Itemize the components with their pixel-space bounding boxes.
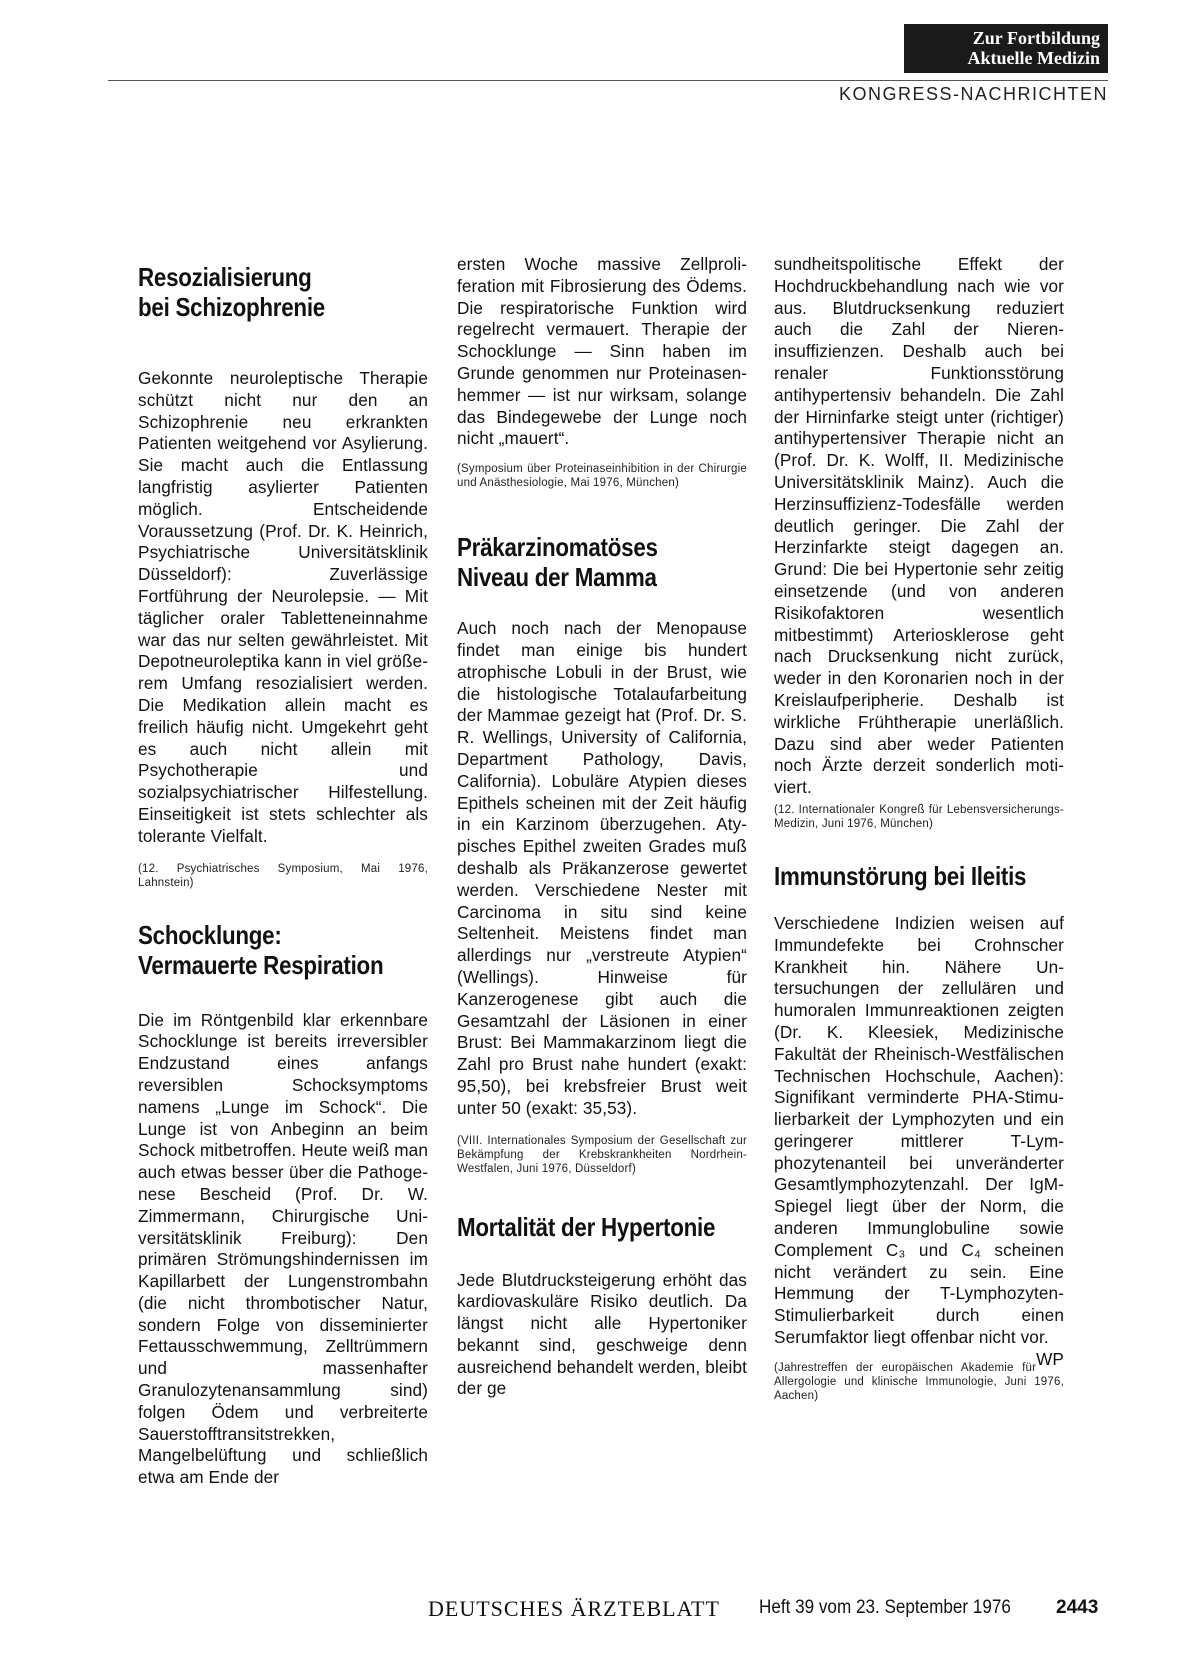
article-citation-mortalitaet: (12. Internationaler Kongreß für Lebensversicherungs-Medizin, Juni 1976, München) (774, 803, 1064, 830)
section-label: KONGRESS-NACHRICHTEN (838, 84, 1108, 104)
page-number: 2443 (1056, 1597, 1099, 1618)
article-body-schocklunge-part2: ersten Woche massive Zellproliferation mit Fibrosierung des Ödems. Die respiratorische Funktion wird regelrecht vermauert. Therapie der Schocklunge — Sinn haben im Grunde genommen nur Proteinasenhemmer — ist nur wirksam, solange das Bindegewebe der Lunge noch nicht „mauert“. (457, 254, 747, 449)
author-signature: WP (1036, 1348, 1064, 1369)
article-body-praekarzinomatoeses: Auch noch nach der Menopause findet man einige bis hundert atrophische Lobuli in der Brust, wie die histologische Totalaufarbeitung der Mammae gezeigt hat (Prof. Dr. S. R. Wellings, University of California, Department Pathology, Davis, California). Lobuläre Atypien dieses Epithels scheinen mit der Zeit häufig in ein Karzinom überzugehen. Atypisches Epithel zweiten Grades muß deshalb als Präkanzerose gewertet werden. Verschiedene Nester mit Carcinoma in situ sind keine Seltenheit. Meistens findet man allerdings nur „verstreute Atypien“ (Wellings). Hinweise für Kanzerogenese gibt auch die Gesamtzahl der Läsionen in einer Brust: Bei Mammakarzinom liegt die Zahl pro Brust nahe hundert (exakt: 95,50), bei krebsfreier Brust weit unter 50 (exakt: 35,53). (457, 618, 747, 1118)
article-title-mortalitaet: Mortalität der Hypertonie (457, 1211, 716, 1242)
article-body-resozialisierung: Gekonnte neuroleptische Therapie schützt nicht nur den an Schizophrenie neu erkrankten Patienten weitgehend vor Asylierung. Sie macht auch die Entlassung langfristig asylierter Patienten möglich. Entscheidende Voraussetzung (Prof. Dr. K. Heinrich, Psychiatrische Universitätsklinik Düsseldorf): Zuverlässige Fortführung der Neurolepsie. — Mit täglicher oraler Tabletteneinnahme war das nur selten gewährleistet. Mit Depotneuroleptika kann in viel größerem Umfang resozialisiert werden. Die Medikation allein macht es freilich häufig nicht. Umgekehrt geht es auch nicht allein mit Psychotherapie und sozialpsychiatrischer Hilfestellung. Einseitigkeit ist stets schlechter als tolerante Vielfalt. (138, 368, 428, 846)
rubric-line-2: Aktuelle Medizin (967, 48, 1100, 68)
journal-name: DEUTSCHES ÄRZTEBLATT (428, 1596, 720, 1621)
article-title-resozialisierung: Resozialisierung bei Schizophrenie (138, 262, 325, 322)
article-body-immunstoerung: Verschiedene Indizien weisen auf Immundefekte bei Crohnscher Krankheit hin. Nähere Untersuchungen der zellulären und humoralen Immunreaktionen zeigten (Dr. K. Kleesiek, Medizinische Fakultät der Rheinisch-Westfälischen Technischen Hochschule, Aachen): Signifikant verminderte PHA-Stimulierbarkeit der Lymphozyten und ein geringerer mittlerer T-Lymphozytenanteil bei unveränderter Gesamtlymphozytenzahl. Der IgM-Spiegel liegt über der Norm, die anderen Immunglobuline sowie Complement C₃ und C₄ scheinen nicht verändert zu sein. Eine Hemmung der T-Lymphozyten-Stimulierbarkeit durch einen Serumfaktor liegt offenbar nicht vor. WP (774, 912, 1064, 1369)
article-body-mortalitaet-part1: Jede Blutdrucksteigerung erhöht das kardiovaskuläre Risiko deutlich. Da längst nicht alle Hypertoniker bekannt sind, geschweige denn ausreichend behandelt werden, bleibt der ge (457, 1269, 747, 1399)
page-footer (0, 1596, 1178, 1626)
article-title-praekarzinomatoeses: Präkarzinomatöses Niveau der Mamma (457, 532, 658, 593)
article-citation-praekarzinomatoeses: (VIII. Internationales Symposium der Gesellschaft zur Bekämpfung der Krebskrankheiten Nordrhein-Westfalen, Juni 1976, Düsseldorf) (457, 1134, 747, 1175)
article-title-schocklunge: Schocklunge: Vermauerte Respiration (138, 919, 384, 980)
article-body-mortalitaet-part2: sundheitspolitische Effekt der Hochdruckbehandlung nach wie vor aus. Blutdrucksenkung reduziert auch die Zahl der Niereninsuffizienzen. Deshalb auch bei renaler Funktionsstörung antihypertensiv behandeln. Die Zahl der Hirninfarke steigt unter (richtiger) antihypertensiver Therapie nicht an (Prof. Dr. K. Wolff, II. Medizinische Universitätsklinik Mainz). Auch die Herzinsuffizienz-Todesfälle werden deutlich geringer. Die Zahl der Herzinfarkte steigt dagegen an. Grund: Die bei Hypertonie sehr zeitig einsetzende (und von anderen Risikofaktoren wesentlich mitbestimmt) Arteriosklerose geht nach Drucksenkung nicht zurück, weder in den Koronarien noch in der Kreislaufperipherie. Deshalb ist wirkliche Frühtherapie unerläßlich. Dazu sind aber weder Patienten noch Ärzte derzeit sonderlich motiviert. (774, 254, 1064, 798)
rubric-line-1: Zur Fortbildung (972, 28, 1100, 48)
issue-info: Heft 39 vom 23. September 1976 (759, 1597, 1011, 1618)
rubric-badge (904, 24, 1108, 73)
article-body-schocklunge-part1: Die im Röntgenbild klar erkennbare Schocklunge ist bereits irreversibler Endzustand eines anfangs reversiblen Schocksymptoms namens „Lunge im Schock“. Die Lunge ist von Anbeginn an beim Schock mitbetroffen. Heute weiß man auch etwas besser über die Pathogenese Bescheid (Prof. Dr. W. Zimmermann, Chirurgische Universitätsklinik Freiburg): Den primären Strömungshindernissen im Kapillarbett der Lungenstrombahn (die nicht thrombotischer Natur, sondern Folge von disseminierter Fettausschwemmung, Zelltrümmern und massenhafter Granulozytenansammlung sind) folgen Ödem und verbreiterte Sauerstofftransitstrekken, Mangelbelüftung und schließlich etwa am Ende der (138, 1009, 428, 1488)
article-citation-immunstoerung: (Jahrestreffen der europäischen Akademie für Allergologie und klinische Immunologie, Juni 1976, Aachen) (774, 1361, 1064, 1402)
article-title-immunstoerung: Immunstörung bei Ileitis (774, 860, 1027, 891)
column-1 (138, 262, 428, 1489)
column-3 (774, 254, 1064, 1403)
header-rule (108, 80, 1108, 81)
article-citation-schocklunge: (Symposium über Proteinaseinhibition in der Chirurgie und Anästhesiologie, Mai 1976, München) (457, 463, 747, 490)
article-citation-resozialisierung: (12. Psychiatrisches Symposium, Mai 1976, Lahnstein) (138, 862, 428, 889)
column-2 (457, 254, 747, 1400)
